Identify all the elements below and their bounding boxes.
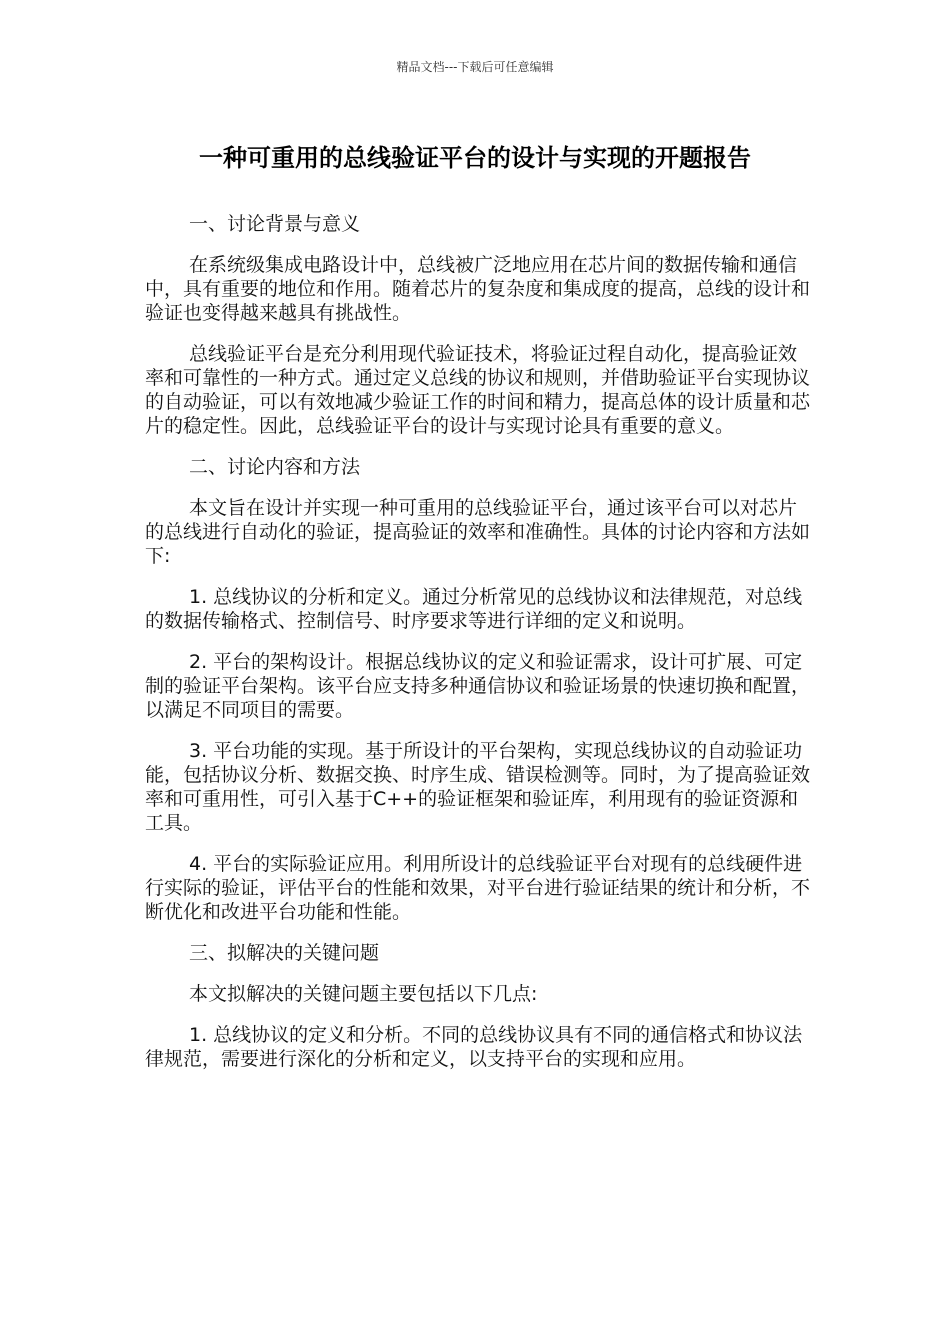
list-item: 3. 平台功能的实现。基于所设计的平台架构，实现总线协议的自动验证功能，包括协议分析、数据交换、时序生成、错误检测等。同时，为了提高验证效率和可重用性，可引入基于C++的验证框架和验证库，利用现有的验证资源和工具。 [145, 740, 811, 834]
document-title: 一种可重用的总线验证平台的设计与实现的开题报告 [199, 144, 751, 172]
list-item: 2. 平台的架构设计。根据总线协议的定义和验证需求，设计可扩展、可定制的验证平台架构。该平台应支持多种通信协议和验证场景的快速切换和配置，以满足不同项目的需要。 [145, 651, 811, 721]
section-heading-key-problems: 三、拟解决的关键问题 [189, 942, 380, 964]
paragraph: 本文拟解决的关键问题主要包括以下几点: [189, 983, 538, 1005]
list-item: 4. 平台的实际验证应用。利用所设计的总线验证平台对现有的总线硬件进行实际的验证，评估平台的性能和效果，对平台进行验证结果的统计和分析，不断优化和改进平台功能和性能。 [145, 853, 811, 923]
header-note: 精品文档---下载后可任意编辑 [396, 60, 554, 74]
section-heading-content-method: 二、讨论内容和方法 [189, 456, 361, 478]
paragraph: 本文旨在设计并实现一种可重用的总线验证平台，通过该平台可以对芯片的总线进行自动化的验证，提高验证的效率和准确性。具体的讨论内容和方法如下: [145, 497, 811, 567]
paragraph: 在系统级集成电路设计中，总线被广泛地应用在芯片间的数据传输和通信中，具有重要的地位和作用。随着芯片的复杂度和集成度的提高，总线的设计和验证也变得越来越具有挑战性。 [145, 254, 811, 324]
list-item: 1. 总线协议的定义和分析。不同的总线协议具有不同的通信格式和协议法律规范，需要进行深化的分析和定义，以支持平台的实现和应用。 [145, 1024, 803, 1070]
paragraph: 总线验证平台是充分利用现代验证技术，将验证过程自动化，提高验证效率和可靠性的一种方式。通过定义总线的协议和规则，并借助验证平台实现协议的自动验证，可以有效地减少验证工作的时间和精力，提高总体的设计质量和芯片的稳定性。因此，总线验证平台的设计与实现讨论具有重要的意义。 [145, 343, 811, 437]
document-body [145, 212, 813, 1088]
section-heading-background: 一、讨论背景与意义 [189, 213, 361, 235]
list-item: 1. 总线协议的分析和定义。通过分析常见的总线协议和法律规范，对总线的数据传输格式、控制信号、时序要求等进行详细的定义和说明。 [145, 586, 803, 632]
